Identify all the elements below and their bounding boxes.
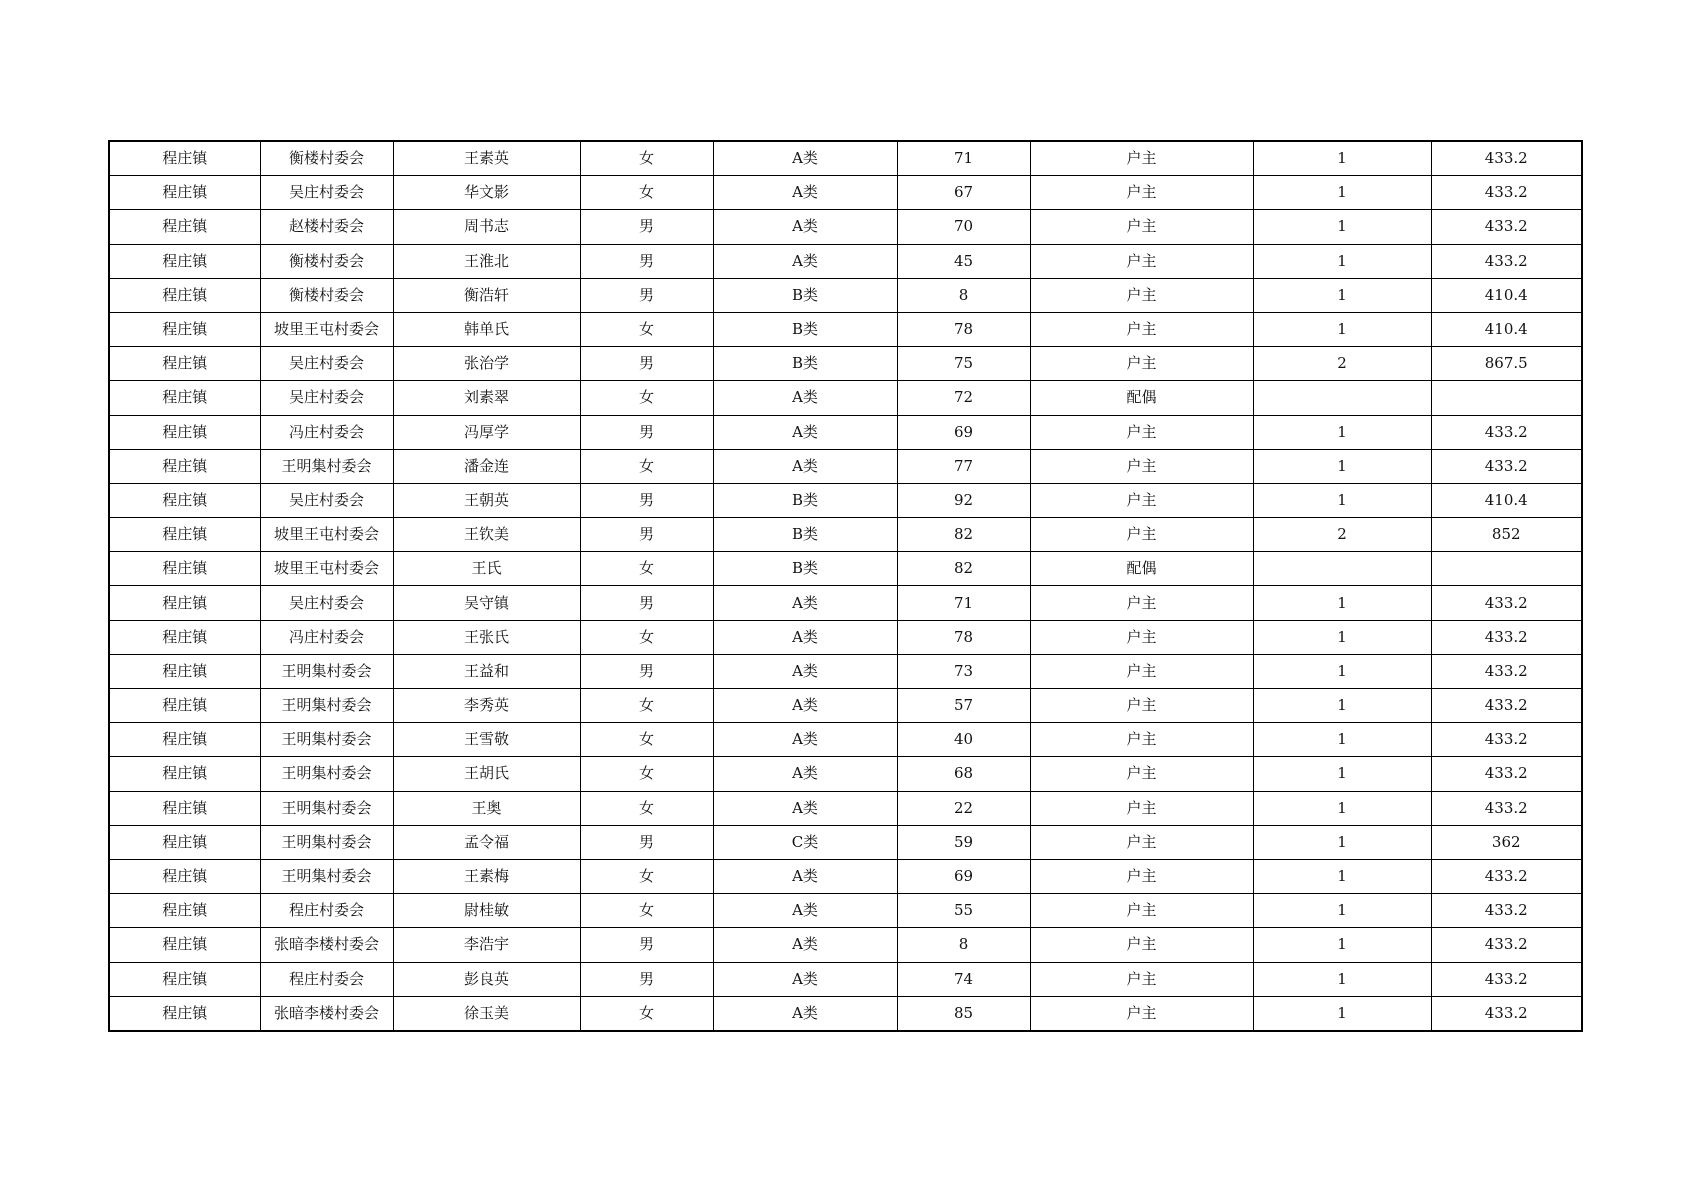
gender-cell: 女 <box>580 791 713 825</box>
household-size-cell <box>1253 381 1431 415</box>
table-row <box>109 962 1582 996</box>
category-cell: A类 <box>713 962 897 996</box>
household-size-cell: 1 <box>1253 312 1431 346</box>
village-cell: 冯庄村委会 <box>260 415 393 449</box>
village-cell: 吴庄村委会 <box>260 381 393 415</box>
roster-table <box>108 140 1583 1032</box>
amount-cell: 410.4 <box>1431 483 1582 517</box>
table-row <box>109 996 1582 1031</box>
table-row <box>109 552 1582 586</box>
name-cell: 徐玉美 <box>393 996 580 1031</box>
household-size-cell: 1 <box>1253 689 1431 723</box>
town-cell: 程庄镇 <box>109 859 260 893</box>
name-cell: 衡浩轩 <box>393 278 580 312</box>
household-size-cell: 1 <box>1253 586 1431 620</box>
relation-cell: 户主 <box>1030 141 1253 176</box>
table-row <box>109 381 1582 415</box>
category-cell: A类 <box>713 210 897 244</box>
name-cell: 冯厚学 <box>393 415 580 449</box>
gender-cell: 女 <box>580 689 713 723</box>
town-cell: 程庄镇 <box>109 620 260 654</box>
relation-cell: 户主 <box>1030 244 1253 278</box>
village-cell: 王明集村委会 <box>260 791 393 825</box>
table-row <box>109 518 1582 552</box>
relation-cell: 户主 <box>1030 791 1253 825</box>
household-size-cell: 2 <box>1253 518 1431 552</box>
category-cell: A类 <box>713 757 897 791</box>
relation-cell: 户主 <box>1030 825 1253 859</box>
age-cell: 78 <box>897 312 1030 346</box>
gender-cell: 男 <box>580 210 713 244</box>
town-cell: 程庄镇 <box>109 654 260 688</box>
amount-cell: 867.5 <box>1431 347 1582 381</box>
name-cell: 彭良英 <box>393 962 580 996</box>
relation-cell: 户主 <box>1030 689 1253 723</box>
village-cell: 赵楼村委会 <box>260 210 393 244</box>
category-cell: B类 <box>713 552 897 586</box>
table-row <box>109 928 1582 962</box>
amount-cell: 410.4 <box>1431 312 1582 346</box>
table-row <box>109 757 1582 791</box>
category-cell: B类 <box>713 347 897 381</box>
gender-cell: 女 <box>580 620 713 654</box>
table-row <box>109 689 1582 723</box>
relation-cell: 户主 <box>1030 449 1253 483</box>
gender-cell: 女 <box>580 141 713 176</box>
category-cell: A类 <box>713 381 897 415</box>
amount-cell: 433.2 <box>1431 244 1582 278</box>
gender-cell: 女 <box>580 176 713 210</box>
roster-table-body <box>109 141 1582 1031</box>
category-cell: A类 <box>713 415 897 449</box>
amount-cell: 433.2 <box>1431 586 1582 620</box>
household-size-cell: 1 <box>1253 791 1431 825</box>
amount-cell: 433.2 <box>1431 723 1582 757</box>
category-cell: A类 <box>713 723 897 757</box>
town-cell: 程庄镇 <box>109 210 260 244</box>
amount-cell: 433.2 <box>1431 894 1582 928</box>
relation-cell: 户主 <box>1030 928 1253 962</box>
table-row <box>109 586 1582 620</box>
amount-cell: 433.2 <box>1431 449 1582 483</box>
village-cell: 吴庄村委会 <box>260 483 393 517</box>
table-row <box>109 449 1582 483</box>
gender-cell: 男 <box>580 415 713 449</box>
age-cell: 8 <box>897 278 1030 312</box>
amount-cell: 433.2 <box>1431 928 1582 962</box>
name-cell: 韩单氏 <box>393 312 580 346</box>
household-size-cell: 1 <box>1253 859 1431 893</box>
amount-cell: 433.2 <box>1431 210 1582 244</box>
category-cell: A类 <box>713 449 897 483</box>
name-cell: 李秀英 <box>393 689 580 723</box>
village-cell: 冯庄村委会 <box>260 620 393 654</box>
category-cell: A类 <box>713 791 897 825</box>
name-cell: 王淮北 <box>393 244 580 278</box>
town-cell: 程庄镇 <box>109 723 260 757</box>
town-cell: 程庄镇 <box>109 176 260 210</box>
household-size-cell: 1 <box>1253 620 1431 654</box>
table-row <box>109 791 1582 825</box>
village-cell: 王明集村委会 <box>260 723 393 757</box>
gender-cell: 男 <box>580 586 713 620</box>
town-cell: 程庄镇 <box>109 825 260 859</box>
category-cell: B类 <box>713 278 897 312</box>
household-size-cell: 1 <box>1253 483 1431 517</box>
relation-cell: 户主 <box>1030 894 1253 928</box>
amount-cell: 433.2 <box>1431 415 1582 449</box>
town-cell: 程庄镇 <box>109 381 260 415</box>
village-cell: 张暗李楼村委会 <box>260 996 393 1031</box>
gender-cell: 男 <box>580 244 713 278</box>
category-cell: A类 <box>713 928 897 962</box>
table-row <box>109 894 1582 928</box>
category-cell: A类 <box>713 996 897 1031</box>
household-size-cell: 1 <box>1253 723 1431 757</box>
name-cell: 潘金连 <box>393 449 580 483</box>
household-size-cell: 1 <box>1253 928 1431 962</box>
town-cell: 程庄镇 <box>109 791 260 825</box>
amount-cell: 433.2 <box>1431 962 1582 996</box>
category-cell: A类 <box>713 620 897 654</box>
gender-cell: 女 <box>580 552 713 586</box>
gender-cell: 女 <box>580 996 713 1031</box>
name-cell: 刘素翠 <box>393 381 580 415</box>
table-row <box>109 415 1582 449</box>
age-cell: 55 <box>897 894 1030 928</box>
village-cell: 衡楼村委会 <box>260 278 393 312</box>
town-cell: 程庄镇 <box>109 141 260 176</box>
age-cell: 69 <box>897 415 1030 449</box>
category-cell: C类 <box>713 825 897 859</box>
town-cell: 程庄镇 <box>109 962 260 996</box>
gender-cell: 女 <box>580 723 713 757</box>
town-cell: 程庄镇 <box>109 757 260 791</box>
amount-cell: 410.4 <box>1431 278 1582 312</box>
age-cell: 92 <box>897 483 1030 517</box>
town-cell: 程庄镇 <box>109 347 260 381</box>
name-cell: 周书志 <box>393 210 580 244</box>
age-cell: 45 <box>897 244 1030 278</box>
household-size-cell: 1 <box>1253 278 1431 312</box>
category-cell: A类 <box>713 654 897 688</box>
name-cell: 王张氏 <box>393 620 580 654</box>
relation-cell: 户主 <box>1030 996 1253 1031</box>
village-cell: 吴庄村委会 <box>260 347 393 381</box>
relation-cell: 户主 <box>1030 278 1253 312</box>
table-row <box>109 825 1582 859</box>
age-cell: 73 <box>897 654 1030 688</box>
relation-cell: 配偶 <box>1030 552 1253 586</box>
table-row <box>109 278 1582 312</box>
relation-cell: 户主 <box>1030 347 1253 381</box>
relation-cell: 户主 <box>1030 312 1253 346</box>
relation-cell: 户主 <box>1030 415 1253 449</box>
table-row <box>109 483 1582 517</box>
amount-cell: 433.2 <box>1431 141 1582 176</box>
gender-cell: 女 <box>580 449 713 483</box>
age-cell: 82 <box>897 518 1030 552</box>
age-cell: 72 <box>897 381 1030 415</box>
table-row <box>109 347 1582 381</box>
amount-cell: 433.2 <box>1431 689 1582 723</box>
town-cell: 程庄镇 <box>109 586 260 620</box>
name-cell: 张治学 <box>393 347 580 381</box>
household-size-cell: 1 <box>1253 449 1431 483</box>
town-cell: 程庄镇 <box>109 928 260 962</box>
age-cell: 59 <box>897 825 1030 859</box>
age-cell: 68 <box>897 757 1030 791</box>
category-cell: A类 <box>713 859 897 893</box>
age-cell: 74 <box>897 962 1030 996</box>
amount-cell: 433.2 <box>1431 654 1582 688</box>
relation-cell: 户主 <box>1030 962 1253 996</box>
gender-cell: 男 <box>580 347 713 381</box>
name-cell: 尉桂敏 <box>393 894 580 928</box>
age-cell: 40 <box>897 723 1030 757</box>
village-cell: 王明集村委会 <box>260 859 393 893</box>
village-cell: 坡里王屯村委会 <box>260 518 393 552</box>
category-cell: A类 <box>713 244 897 278</box>
category-cell: A类 <box>713 141 897 176</box>
age-cell: 71 <box>897 141 1030 176</box>
name-cell: 华文影 <box>393 176 580 210</box>
table-row <box>109 723 1582 757</box>
age-cell: 57 <box>897 689 1030 723</box>
age-cell: 69 <box>897 859 1030 893</box>
name-cell: 王胡氏 <box>393 757 580 791</box>
gender-cell: 女 <box>580 757 713 791</box>
gender-cell: 男 <box>580 825 713 859</box>
household-size-cell: 1 <box>1253 244 1431 278</box>
amount-cell: 433.2 <box>1431 996 1582 1031</box>
village-cell: 王明集村委会 <box>260 689 393 723</box>
village-cell: 程庄村委会 <box>260 962 393 996</box>
town-cell: 程庄镇 <box>109 278 260 312</box>
village-cell: 王明集村委会 <box>260 654 393 688</box>
village-cell: 坡里王屯村委会 <box>260 312 393 346</box>
household-size-cell: 1 <box>1253 415 1431 449</box>
household-size-cell: 1 <box>1253 825 1431 859</box>
table-row <box>109 176 1582 210</box>
age-cell: 70 <box>897 210 1030 244</box>
village-cell: 衡楼村委会 <box>260 141 393 176</box>
age-cell: 67 <box>897 176 1030 210</box>
household-size-cell: 1 <box>1253 210 1431 244</box>
town-cell: 程庄镇 <box>109 415 260 449</box>
amount-cell: 433.2 <box>1431 176 1582 210</box>
village-cell: 衡楼村委会 <box>260 244 393 278</box>
gender-cell: 男 <box>580 962 713 996</box>
name-cell: 王素英 <box>393 141 580 176</box>
household-size-cell <box>1253 552 1431 586</box>
village-cell: 王明集村委会 <box>260 825 393 859</box>
relation-cell: 户主 <box>1030 757 1253 791</box>
relation-cell: 户主 <box>1030 210 1253 244</box>
town-cell: 程庄镇 <box>109 449 260 483</box>
table-row <box>109 859 1582 893</box>
name-cell: 王奥 <box>393 791 580 825</box>
town-cell: 程庄镇 <box>109 996 260 1031</box>
amount-cell: 433.2 <box>1431 620 1582 654</box>
relation-cell: 户主 <box>1030 586 1253 620</box>
table-row <box>109 620 1582 654</box>
town-cell: 程庄镇 <box>109 689 260 723</box>
relation-cell: 户主 <box>1030 483 1253 517</box>
name-cell: 王朝英 <box>393 483 580 517</box>
age-cell: 71 <box>897 586 1030 620</box>
town-cell: 程庄镇 <box>109 518 260 552</box>
amount-cell: 433.2 <box>1431 757 1582 791</box>
name-cell: 王雪敬 <box>393 723 580 757</box>
category-cell: B类 <box>713 483 897 517</box>
household-size-cell: 1 <box>1253 996 1431 1031</box>
gender-cell: 女 <box>580 894 713 928</box>
household-size-cell: 1 <box>1253 894 1431 928</box>
age-cell: 82 <box>897 552 1030 586</box>
town-cell: 程庄镇 <box>109 483 260 517</box>
name-cell: 王氏 <box>393 552 580 586</box>
relation-cell: 配偶 <box>1030 381 1253 415</box>
household-size-cell: 1 <box>1253 757 1431 791</box>
village-cell: 王明集村委会 <box>260 757 393 791</box>
household-size-cell: 1 <box>1253 962 1431 996</box>
relation-cell: 户主 <box>1030 176 1253 210</box>
table-row <box>109 312 1582 346</box>
relation-cell: 户主 <box>1030 518 1253 552</box>
age-cell: 77 <box>897 449 1030 483</box>
name-cell: 王钦美 <box>393 518 580 552</box>
village-cell: 张暗李楼村委会 <box>260 928 393 962</box>
relation-cell: 户主 <box>1030 620 1253 654</box>
town-cell: 程庄镇 <box>109 552 260 586</box>
amount-cell: 433.2 <box>1431 791 1582 825</box>
relation-cell: 户主 <box>1030 859 1253 893</box>
town-cell: 程庄镇 <box>109 244 260 278</box>
village-cell: 吴庄村委会 <box>260 586 393 620</box>
name-cell: 王益和 <box>393 654 580 688</box>
household-size-cell: 1 <box>1253 141 1431 176</box>
gender-cell: 女 <box>580 859 713 893</box>
age-cell: 85 <box>897 996 1030 1031</box>
category-cell: A类 <box>713 894 897 928</box>
table-row <box>109 210 1582 244</box>
gender-cell: 女 <box>580 312 713 346</box>
name-cell: 李浩宇 <box>393 928 580 962</box>
category-cell: A类 <box>713 586 897 620</box>
gender-cell: 男 <box>580 654 713 688</box>
relation-cell: 户主 <box>1030 723 1253 757</box>
category-cell: B类 <box>713 312 897 346</box>
household-size-cell: 1 <box>1253 654 1431 688</box>
village-cell: 坡里王屯村委会 <box>260 552 393 586</box>
name-cell: 吴守镇 <box>393 586 580 620</box>
gender-cell: 男 <box>580 518 713 552</box>
amount-cell <box>1431 552 1582 586</box>
gender-cell: 男 <box>580 483 713 517</box>
table-row <box>109 141 1582 176</box>
amount-cell: 362 <box>1431 825 1582 859</box>
category-cell: A类 <box>713 689 897 723</box>
age-cell: 22 <box>897 791 1030 825</box>
age-cell: 75 <box>897 347 1030 381</box>
table-row <box>109 244 1582 278</box>
household-size-cell: 1 <box>1253 176 1431 210</box>
village-cell: 王明集村委会 <box>260 449 393 483</box>
age-cell: 8 <box>897 928 1030 962</box>
gender-cell: 女 <box>580 381 713 415</box>
age-cell: 78 <box>897 620 1030 654</box>
amount-cell: 852 <box>1431 518 1582 552</box>
name-cell: 孟令福 <box>393 825 580 859</box>
table-row <box>109 654 1582 688</box>
category-cell: A类 <box>713 176 897 210</box>
household-size-cell: 2 <box>1253 347 1431 381</box>
village-cell: 吴庄村委会 <box>260 176 393 210</box>
amount-cell <box>1431 381 1582 415</box>
gender-cell: 男 <box>580 928 713 962</box>
category-cell: B类 <box>713 518 897 552</box>
town-cell: 程庄镇 <box>109 312 260 346</box>
amount-cell: 433.2 <box>1431 859 1582 893</box>
gender-cell: 男 <box>580 278 713 312</box>
village-cell: 程庄村委会 <box>260 894 393 928</box>
town-cell: 程庄镇 <box>109 894 260 928</box>
relation-cell: 户主 <box>1030 654 1253 688</box>
name-cell: 王素梅 <box>393 859 580 893</box>
